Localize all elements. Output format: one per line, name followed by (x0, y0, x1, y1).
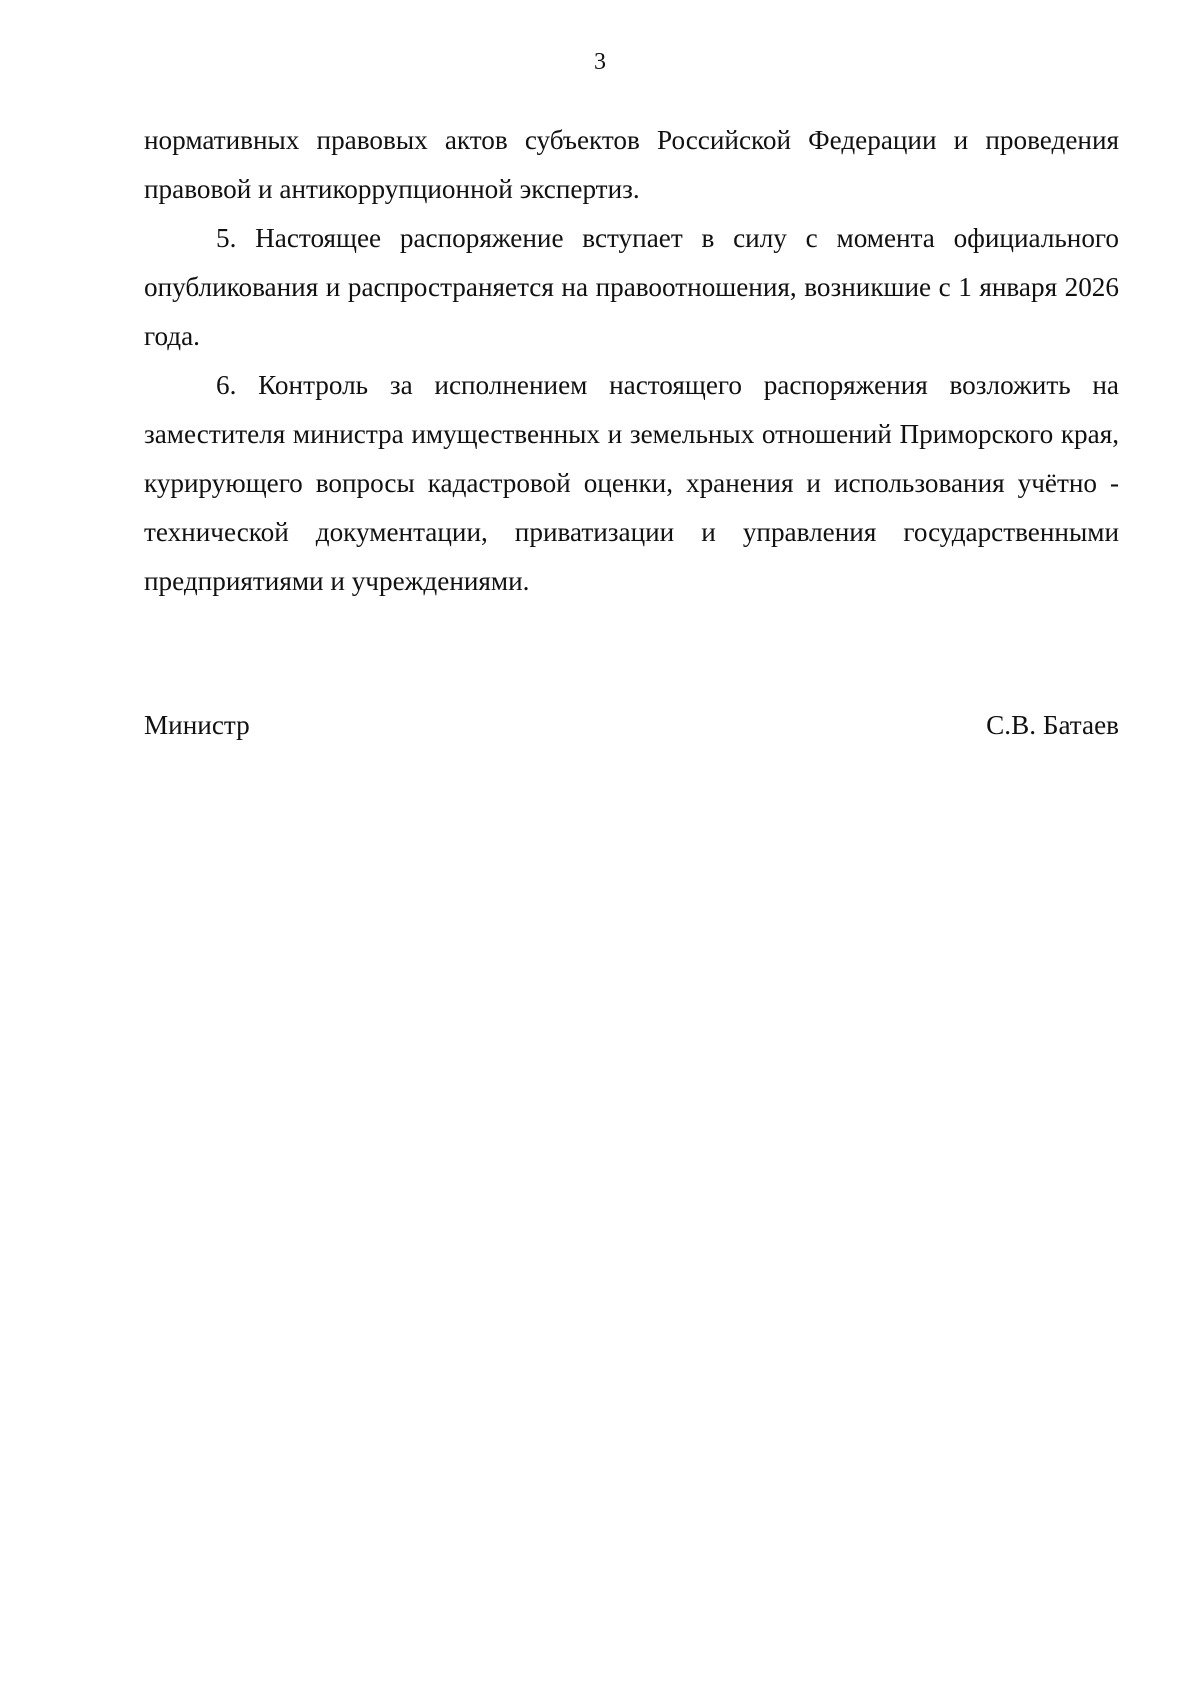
signatory-name: С.В. Батаев (986, 710, 1119, 740)
paragraph-item-5: 5. Настоящее распоряжение вступает в силу с момента официального опубликования и распространяется на правоотношения, возникшие с 1 января 2026 года. (144, 223, 1119, 351)
document-body (144, 116, 1119, 606)
signatory-title: Министр (144, 710, 250, 740)
paragraph-item-6: 6. Контроль за исполнением настоящего распоряжения возложить на заместителя министра имущественных и земельных отношений Приморского края, курирующего вопросы кадастровой оценки, хранения и использования учётно - технической документации, приватизации и управления государственными предприятиями и учреждениями. (144, 370, 1119, 596)
paragraph-continuation: нормативных правовых актов субъектов Российской Федерации и проведения правовой и антикоррупционной экспертиз. (144, 125, 1119, 204)
page-number: 3 (594, 49, 606, 75)
